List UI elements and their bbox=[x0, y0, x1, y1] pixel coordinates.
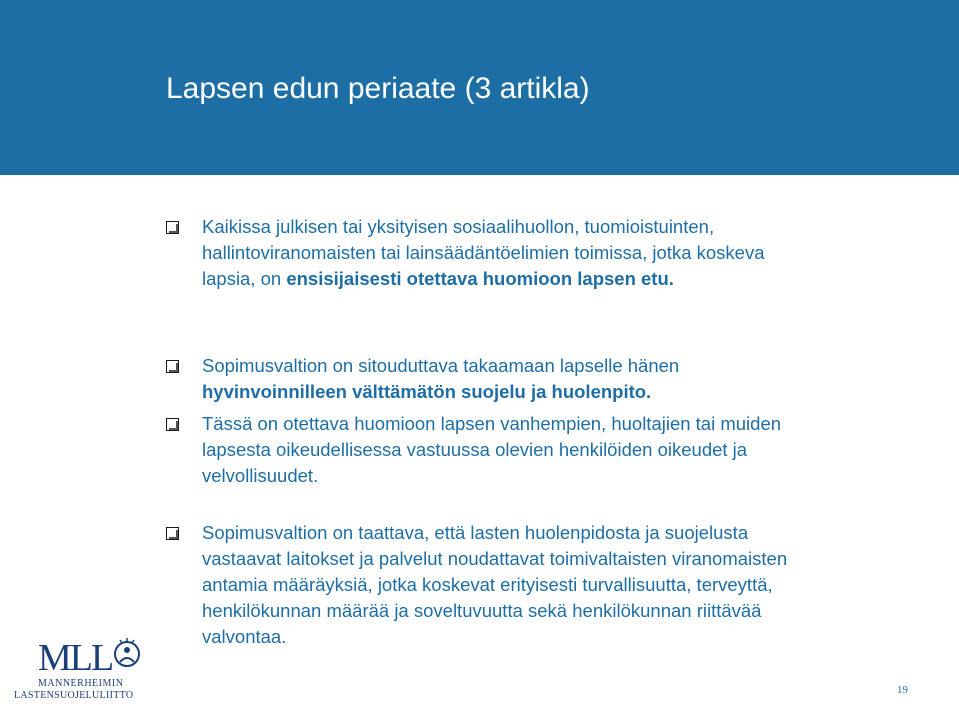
bullet-text: Kaikissa julkisen tai yksityisen sosiaalihuollon, tuomioistuinten, hallintoviranomaisten tai lainsäädäntöelimien toimissa, jotka koskeva lapsia, on ensisijaisesti otettava huomioon lapsen etu. bbox=[202, 216, 765, 289]
bullet-text: Sopimusvaltion on sitouduttava takaamaan lapselle hänen hyvinvoinnilleen välttämätön suojelu ja huolenpito. bbox=[202, 355, 680, 402]
logo-line-1: MANNERHEIMIN bbox=[38, 678, 124, 689]
mll-logo bbox=[14, 630, 154, 700]
title-banner bbox=[0, 0, 959, 175]
bullet-text: Sopimusvaltion on taattava, että lasten huolenpidosta ja suojelusta vastaavat laitokset ja palvelut noudattavat toimivaltaisten viranomaisten antamia määräyksiä, jotka koskevat erityisesti turvallisuutta, terveyttä, henkilökunnan määrää ja soveltuvuutta sekä henkilökunnan riittävää valvontaa. bbox=[202, 522, 788, 647]
logo-line-2: LASTENSUOJELULIITTO bbox=[14, 690, 134, 700]
bullet-text: Tässä on otettava huomioon lapsen vanhempien, huoltajien tai muiden lapsesta oikeudellisessa vastuussa olevien henkilöiden oikeudet ja velvollisuudet. bbox=[202, 413, 782, 486]
checkbox-bullet-icon bbox=[166, 527, 179, 540]
checkbox-bullet-icon bbox=[166, 418, 179, 431]
logo-letters: MLL bbox=[38, 637, 113, 679]
checkbox-bullet-icon bbox=[166, 221, 179, 234]
slide-title: Lapsen edun periaate (3 artikla) bbox=[166, 72, 590, 105]
logo-emblem-icon bbox=[115, 638, 139, 666]
page-number: 19 bbox=[897, 684, 908, 696]
checkbox-bullet-icon bbox=[166, 360, 179, 373]
